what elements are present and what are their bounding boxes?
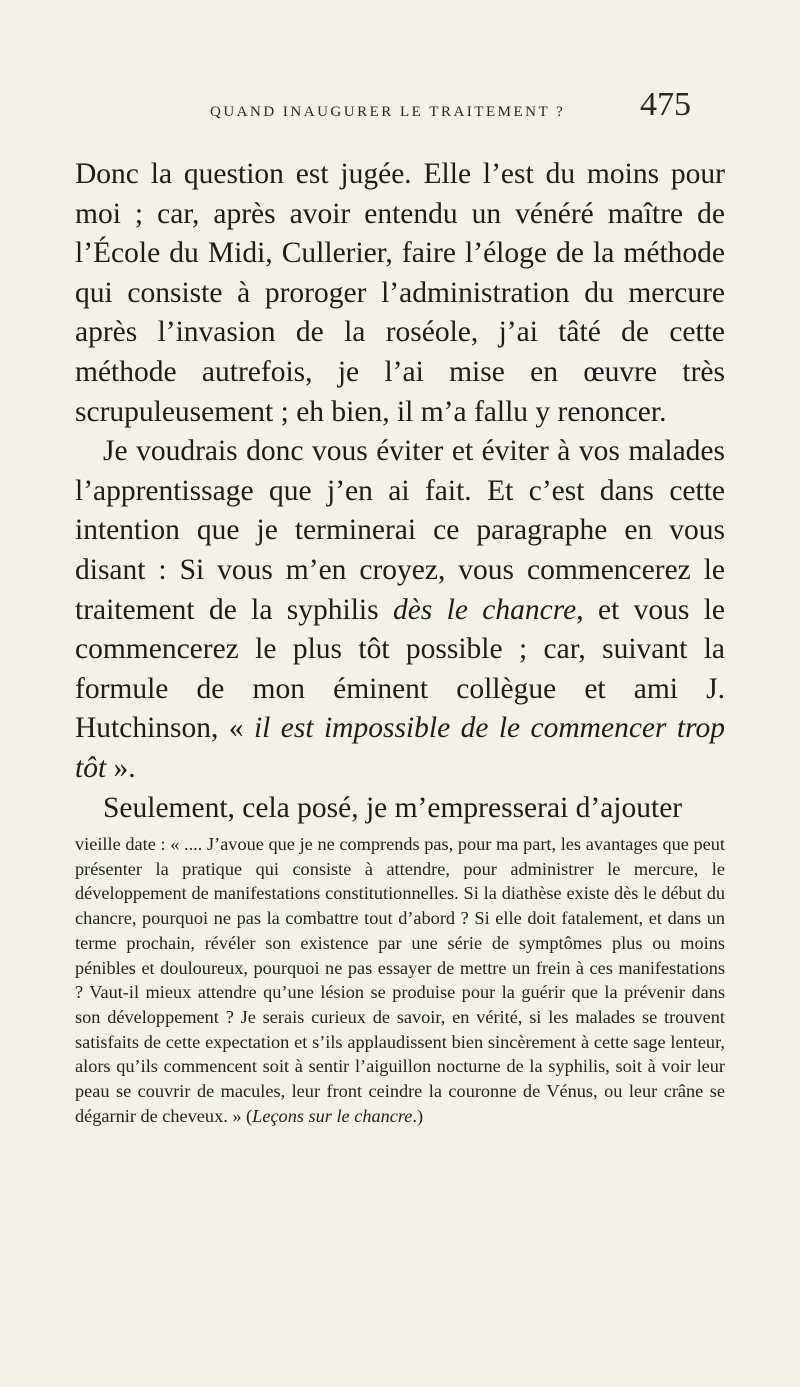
page-number: 475 [640, 86, 691, 123]
paragraph-2 [75, 432, 725, 788]
paragraph-1: Donc la question est jugée. Elle l’est du moins pour moi ; car, après avoir entendu un vénéré maître de l’École du Midi, Cullerier, faire l’éloge de la méthode qui consiste à proroger l’administration du mercure après l’invasion de la roséole, j’ai tâté de cette méthode autrefois, je l’ai mise en œuvre très scrupuleusement ; eh bien, il m’a fallu y renoncer. [75, 158, 725, 428]
paragraph-2-text-end: ». [106, 751, 136, 784]
footnote-source-end: .) [412, 1105, 424, 1126]
footnote-text: vieille date : « .... J’avoue que je ne comprends pas, pour ma part, les avantages que peut présenter la pratique qui consiste à attendre, pour administrer le mercure, le développement de manifestations constitutionnelles. Si la diathèse existe dès le début du chancre, pourquoi ne pas la combattre tout d’abord ? Si elle doit fatalement, et dans un terme prochain, révéler son existence par une série de symptômes plus ou moins pénibles et douloureux, pourquoi ne pas essayer de mettre un frein à ces manifestations ? Vaut-il mieux attendre qu’une lésion se produise pour la guérir que la prévenir dans son développement ? Je serais curieux de savoir, en vérité, si les malades se trouvent satisfaits de cette expectation et s’ils applaudissent bien sincèrement à cette sage lenteur, alors qu’ils commencent soit à sentir l’aiguillon nocturne de la syphilis, soit à voir leur peau se couvrir de macules, leur front ceindre la couronne de Vénus, ou leur crâne se dégarnir de cheveux. » ( [75, 834, 725, 1126]
paragraph-2-text-start: Je voudrais donc vous éviter et éviter à vos malades l’apprentissage que j’en ai fait. Et c’est dans cette intention que je terminerai ce paragraphe en vous disant : Si vous m’en croyez, vous commencerez le traitement de la syphilis [75, 435, 725, 626]
footnote-source: Leçons sur le chancre [252, 1105, 413, 1126]
main-text [75, 155, 725, 828]
paragraph-2-italic-quote: il est impossible de le commencer trop tôt [75, 712, 725, 784]
running-head: QUAND INAUGURER LE TRAITEMENT ? [210, 104, 566, 120]
footnote-paragraph [75, 832, 725, 1128]
footnote [75, 832, 725, 1128]
paragraph-2-italic-chancre: dès le chancre [392, 593, 577, 626]
paragraph-2-text-mid: , et vous le commencerez le plus tôt possible ; car, suivant la formule de mon éminent collègue et ami J. Hutchinson, « [75, 593, 726, 745]
paragraph-3: Seulement, cela posé, je m’empresserai d’ajouter [103, 791, 683, 824]
